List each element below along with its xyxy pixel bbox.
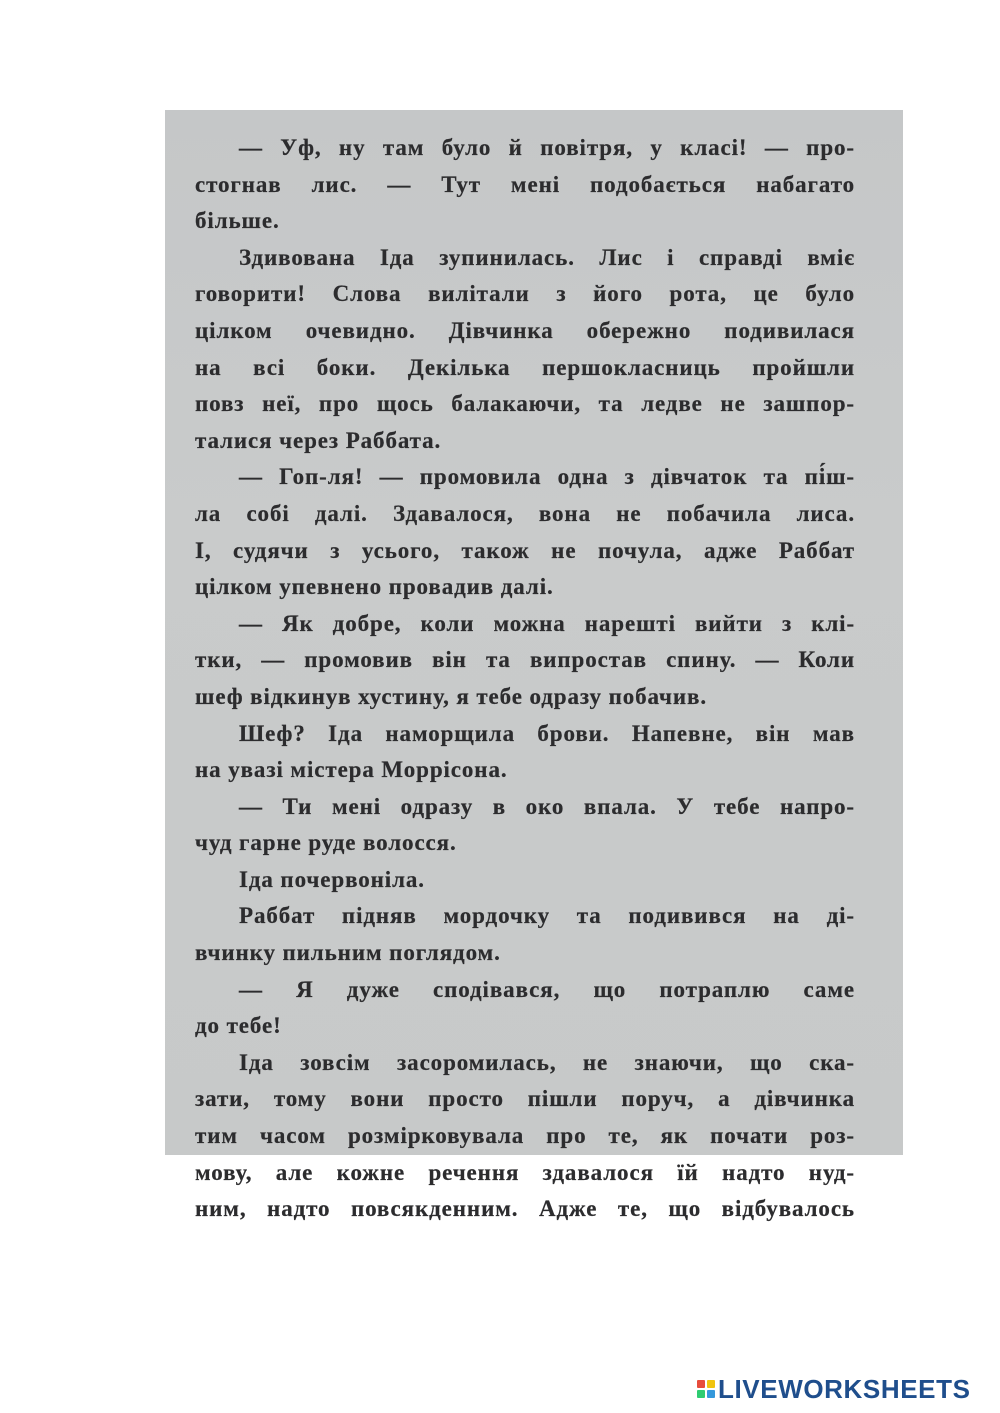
logo-square [707, 1380, 715, 1388]
text-line: — Я дуже сподівався, що потраплю саме [239, 976, 855, 1002]
text-line: Іда почервоніла. [239, 866, 425, 892]
text-line: Раббат підняв мордочку та подивився на ді- [239, 903, 855, 929]
text-line: — Ти мені одразу в око впала. У тебе напро- [239, 793, 855, 819]
book-page-photo [165, 110, 903, 1222]
text-line: до тебе! [195, 1013, 282, 1039]
text-line: — Як добре, коли можна нарешті вийти з клі- [239, 610, 855, 636]
text-line: чуд гарне руде волосся. [195, 830, 457, 856]
text-line: на всі боки. Декілька першокласниць пройшли [195, 354, 855, 380]
text-line: вчинку пильним поглядом. [195, 940, 501, 966]
logo-square [697, 1380, 705, 1388]
text-line: стогнав лис. — Тут мені подобається набагато [195, 171, 855, 197]
logo-text: LIVEWORKSHEETS [718, 1373, 971, 1404]
text-line: І, судячи з усього, також не почула, адже Раббат [195, 537, 855, 563]
text-line: — Гоп-ля! — промовила одна з дівчаток та пі́ш- [239, 464, 855, 490]
logo-square [707, 1390, 715, 1398]
text-line: Іда зовсім засоромилась, не знаючи, що ска- [239, 1049, 855, 1075]
text-line: тим часом розмірковувала про те, як почати роз- [195, 1123, 855, 1149]
book-text [195, 130, 855, 1228]
text-line: — Уф, ну там було й повітря, у класі! — про- [239, 135, 855, 160]
text-line: більше. [195, 208, 280, 234]
logo-square [697, 1390, 705, 1398]
text-line: на увазі містера Моррісона. [195, 757, 508, 783]
text-line: цілком очевидно. Дівчинка обережно подивилася [195, 317, 855, 343]
text-line: талися через Раббата. [195, 427, 442, 453]
text-line: ла собі далі. Здавалося, вона не побачила лиса. [195, 500, 855, 526]
text-line: мову, але кожне речення здавалося їй надто нуд- [195, 1159, 855, 1185]
text-line: говорити! Слова вилітали з його рота, це було [195, 281, 855, 307]
text-line: ним, надто повсякденним. Адже те, що відбувалось [195, 1196, 855, 1222]
logo-squares-icon [697, 1380, 715, 1398]
text-line: тки, — промовив він та випростав спину. — Коли [195, 647, 855, 673]
liveworksheets-logo[interactable] [697, 1372, 971, 1406]
text-line: Здивована Іда зупинилась. Лис і справді вміє [239, 244, 855, 270]
text-line: шеф відкинув хустину, я тебе одразу побачив. [195, 683, 708, 709]
text-line: цілком упевнено провадив далі. [195, 574, 554, 600]
text-line: Шеф? Іда наморщила брови. Напевне, він мав [239, 720, 855, 746]
text-line: зати, тому вони просто пішли поруч, а дівчинка [195, 1086, 855, 1112]
text-line: повз неї, про щось балакаючи, та ледве не зашпор- [195, 391, 855, 417]
